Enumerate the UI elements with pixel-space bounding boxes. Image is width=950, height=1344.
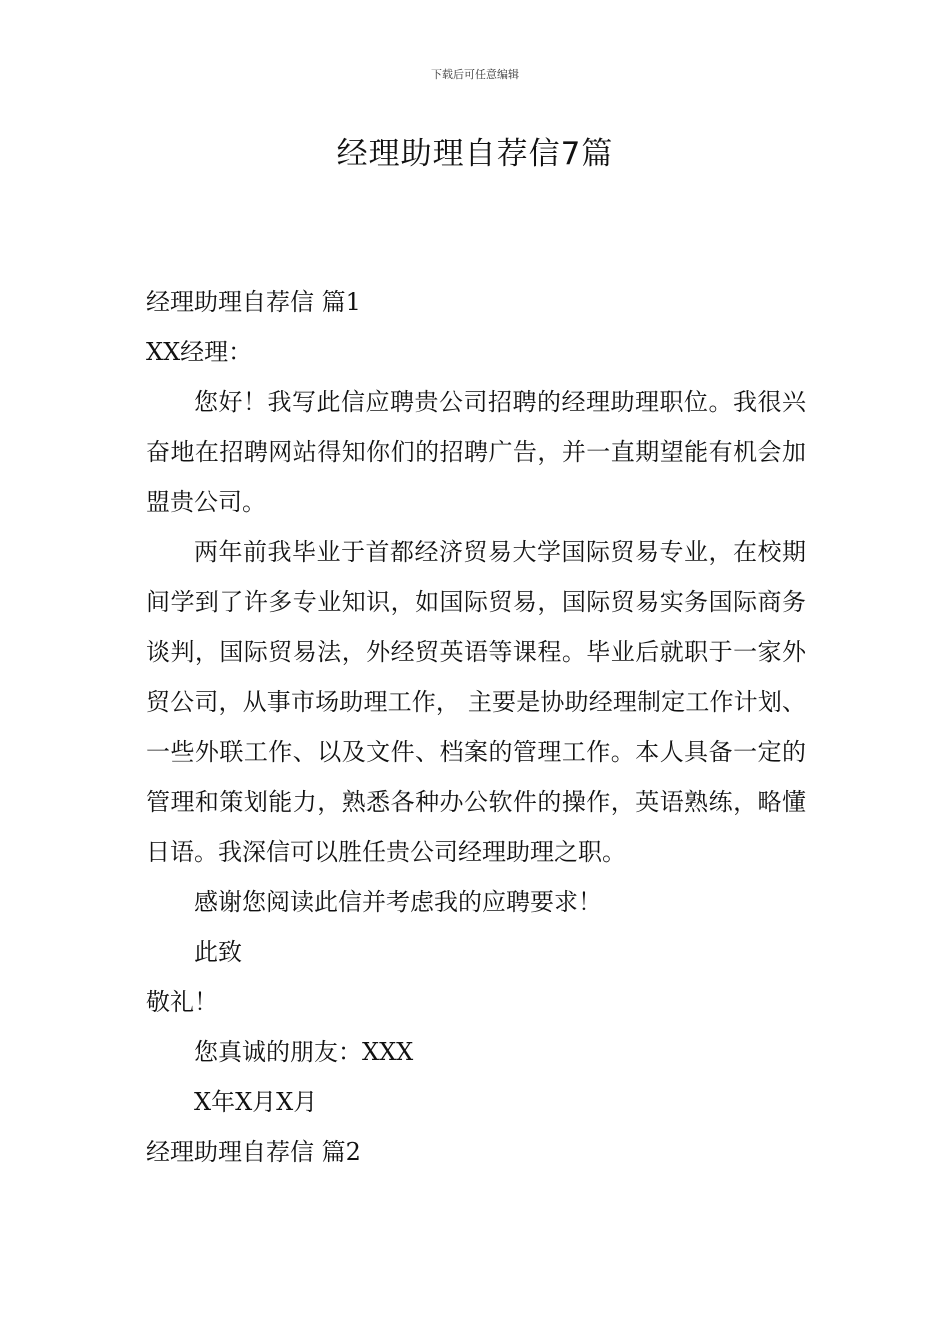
closing-line-1: 此致 [194,938,242,966]
section-heading-1: 经理助理自荐信 篇1 [146,288,361,316]
salutation: XX经理： [146,338,253,366]
document-title: 经理助理自荐信7篇 [336,136,614,172]
closing-line-2: 敬礼！ [146,988,218,1016]
document-body [146,277,806,1177]
section-heading-2: 经理助理自荐信 篇2 [146,1138,361,1166]
header-note: 下载后可任意编辑 [431,68,519,81]
paragraph-experience: 两年前我毕业于首都经济贸易大学国际贸易专业，在校期间学到了许多专业知识，如国际贸易，国际贸易实务国际商务谈判，国际贸易法，外经贸英语等课程。毕业后就职于一家外贸公司，从事市场助理工作， 主要是协助经理制定工作计划、一些外联工作、以及文件、档案的管理工作。本人具备一定的管理和策划能力，熟悉各种办公软件的操作，英语熟练，略懂日语。我深信可以胜任贵公司经理助理之职。 [146,538,806,866]
date-line: X年X月X月 [194,1088,318,1116]
paragraph-thanks: 感谢您阅读此信并考虑我的应聘要求！ [194,888,602,916]
signature: 您真诚的朋友：XXX [194,1038,414,1066]
paragraph-intro: 您好！我写此信应聘贵公司招聘的经理助理职位。我很兴奋地在招聘网站得知你们的招聘广告，并一直期望能有机会加盟贵公司。 [146,388,806,516]
